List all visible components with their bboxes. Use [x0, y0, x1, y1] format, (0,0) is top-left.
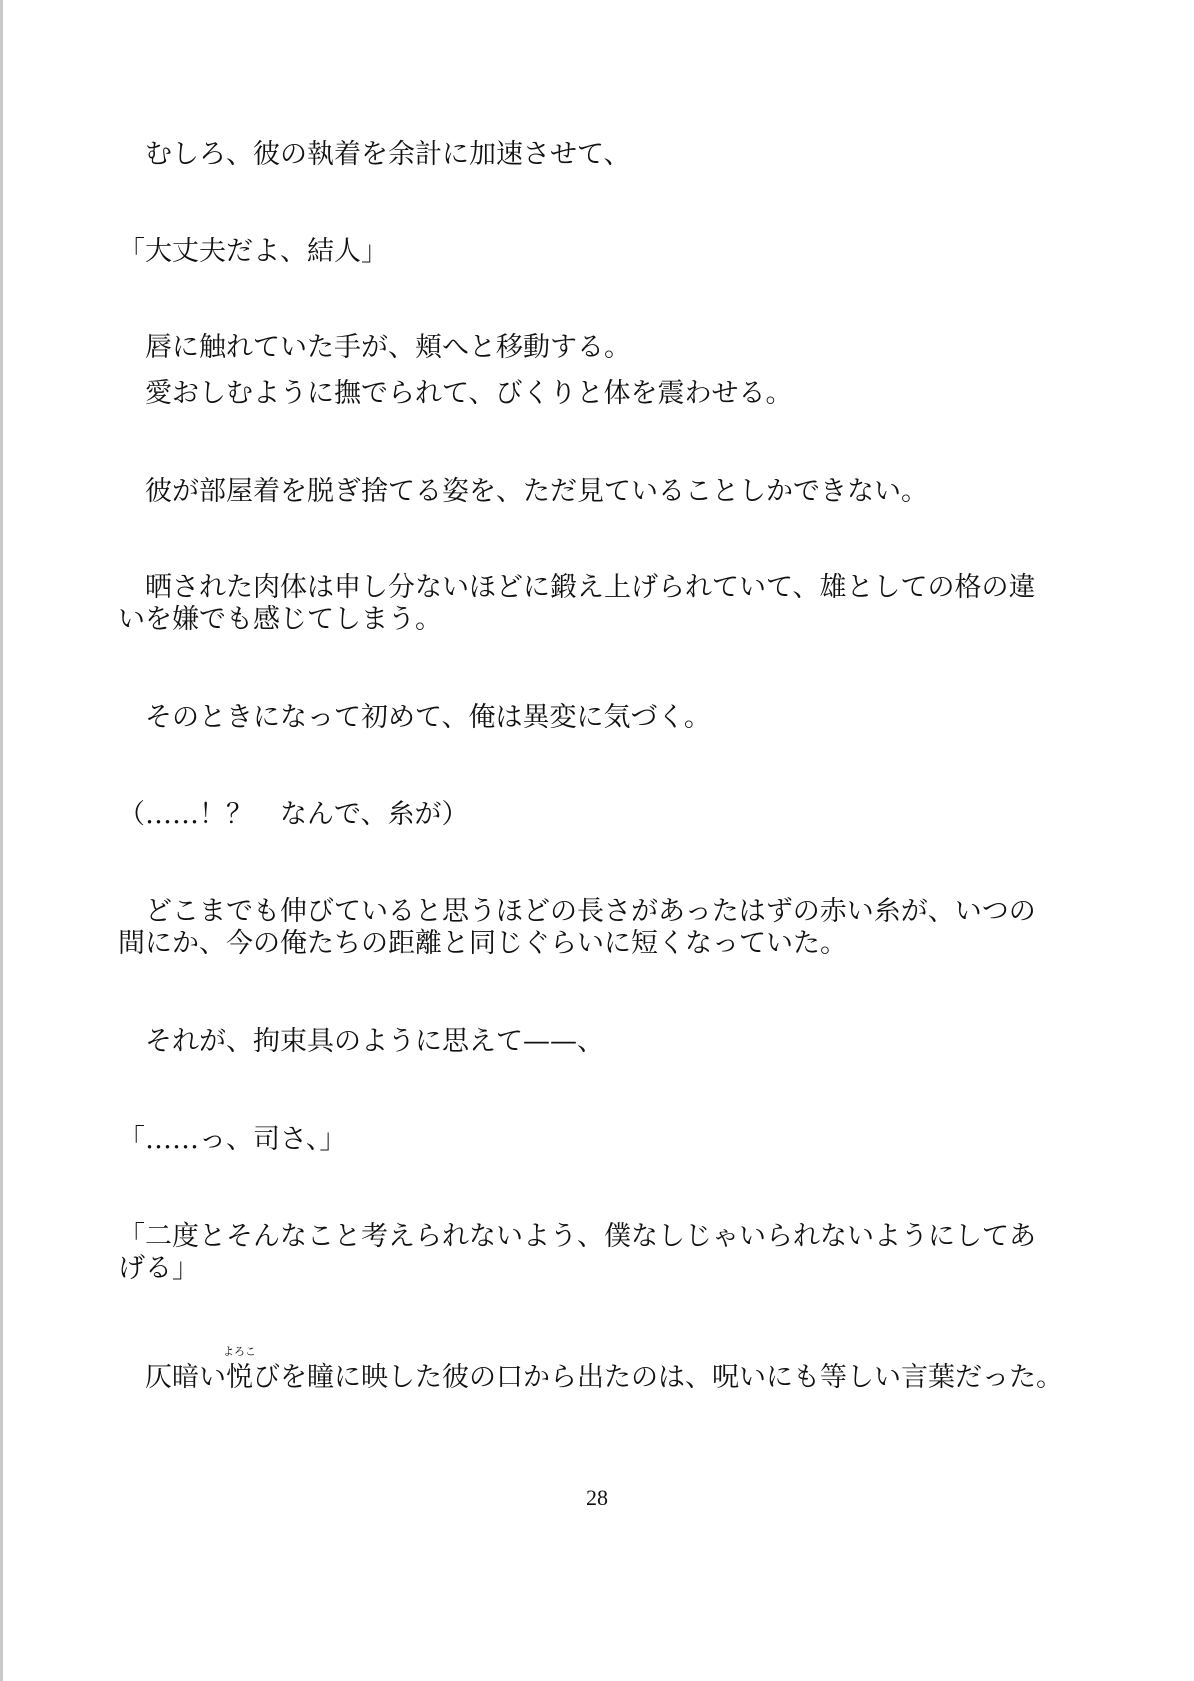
text-line: 愛おしむように撫でられて、びくりと体を震わせる。: [118, 378, 793, 409]
text-line: それが、拘束具のように思えて——、: [118, 1026, 604, 1057]
dialogue-line: 「二度とそんなこと考えられないよう、僕なしじゃいられないようにしてあ: [118, 1221, 1036, 1252]
text-line: 彼が部屋着を脱ぎ捨てる姿を、ただ見ていることしかできない。: [118, 476, 928, 507]
text-line: 晒された肉体は申し分ないほどに鍛え上げられていて、雄としての格の違: [118, 572, 1036, 603]
text-line: いを嫌でも感じてしまう。: [118, 604, 442, 635]
page-edge: [0, 0, 3, 1681]
ruby-line-before: 仄暗い: [118, 1362, 226, 1393]
page-number: 28: [586, 1485, 608, 1510]
text-line: どこまでも伸びていると思うほどの長さがあったはずの赤い糸が、いつの: [118, 896, 1036, 927]
ruby-base: [223, 1345, 256, 1395]
ruby-base-text: 悦: [226, 1362, 253, 1393]
text-line: そのときになって初めて、俺は異変に気づく。: [118, 702, 711, 733]
thought-line: （……！？ なんで、糸が）: [118, 799, 469, 830]
text-line-with-ruby: [118, 1345, 1063, 1395]
text-line: 間にか、今の俺たちの距離と同じぐらいに短くなっていた。: [118, 928, 847, 959]
dialogue-line: げる」: [118, 1253, 199, 1284]
ruby-line-after: びを瞳に映した彼の口から出たのは、呪いにも等しい言葉だった。: [253, 1362, 1063, 1393]
ruby-annotation: よろこ: [223, 1345, 256, 1358]
dialogue-line: 「大丈夫だよ、結人」: [118, 236, 388, 267]
dialogue-line: 「……っ、司さ、」: [118, 1124, 347, 1155]
text-line: むしろ、彼の執着を余計に加速させて、: [118, 139, 631, 170]
text-line: 唇に触れていた手が、頬へと移動する。: [118, 332, 631, 363]
